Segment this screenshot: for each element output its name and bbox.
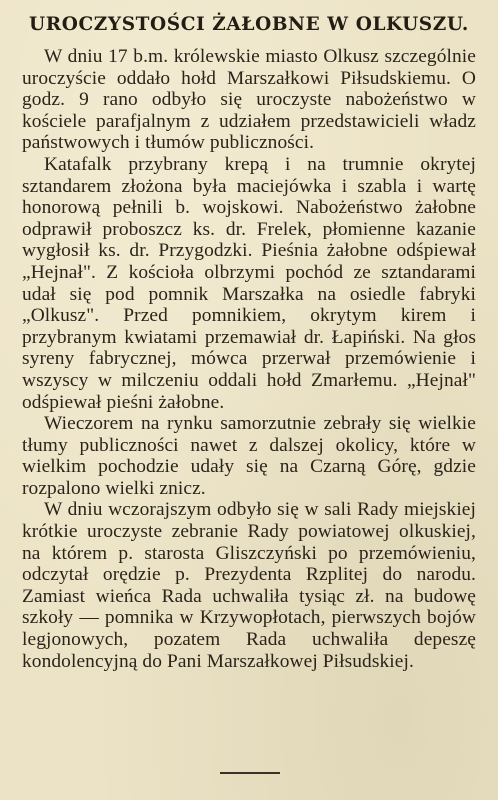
paragraph-mass: W dniu 17 b.m. królewskie miasto Olkusz szczególnie uroczyście oddało hołd Marszałkowi Piłsudskiemu. O godz. 9 rano odbyło się uroczyste nabożeństwo w kościele parafjalnym z udziałem przedstawicieli władz państwowych i tłumów publiczności. [22, 46, 476, 154]
paragraph-evening: Wieczorem na rynku samorzutnie zebrały się wielkie tłumy publiczności nawet z dalszej okolicy, które w wielkim pochodzie udały się na Czarną Górę, gdzie rozpalono wielki znicz. [22, 413, 476, 499]
paragraph-council: W dniu wczorajszym odbyło się w sali Rady miejskiej krótkie uroczyste zebranie Rady powiatowej olkuskiej, na którem p. starosta Gliszczyński po przemówieniu, odczytał orędzie p. Prezydenta Rzplitej do narodu. Zamiast wieńca Rada uchwaliła tysiąc zł. na budowę szkoły — pomnika w Krzywopłotach, pierwszych bojów legjonowych, pozatem Rada uchwaliła depeszę kondolencyjną do Pani Marszałkowej Piłsudskiej. [22, 499, 476, 672]
article-body [22, 46, 476, 672]
headline: UROCZYSTOŚCI ŻAŁOBNE W OLKUSZU. [29, 14, 469, 35]
closing-rule [220, 772, 280, 774]
paragraph-procession: Katafalk przybrany krepą i na trumnie okrytej sztandarem złożona była maciejówka i szabla i wartę honorową pełnili b. wojskowi. Nabożeństwo żałobne odprawił proboszcz ks. dr. Frelek, płomienne kazanie wygłosił ks. dr. Przygodzki. Pieśnia żałobne odśpiewał „Hejnał". Z kościoła olbrzymi pochód ze sztandarami udał się pod pomnik Marszałka na osiedle fabryki „Olkusz". Przed pomnikiem, okrytym kirem i przybranym kwiatami przemawiał dr. Łapiński. Na głos syreny fabrycznej, mówca przerwał przemówienie i wszyscy w milczeniu oddali hołd Zmarłemu. „Hejnał" odśpiewał pieśni żałobne. [22, 153, 476, 413]
